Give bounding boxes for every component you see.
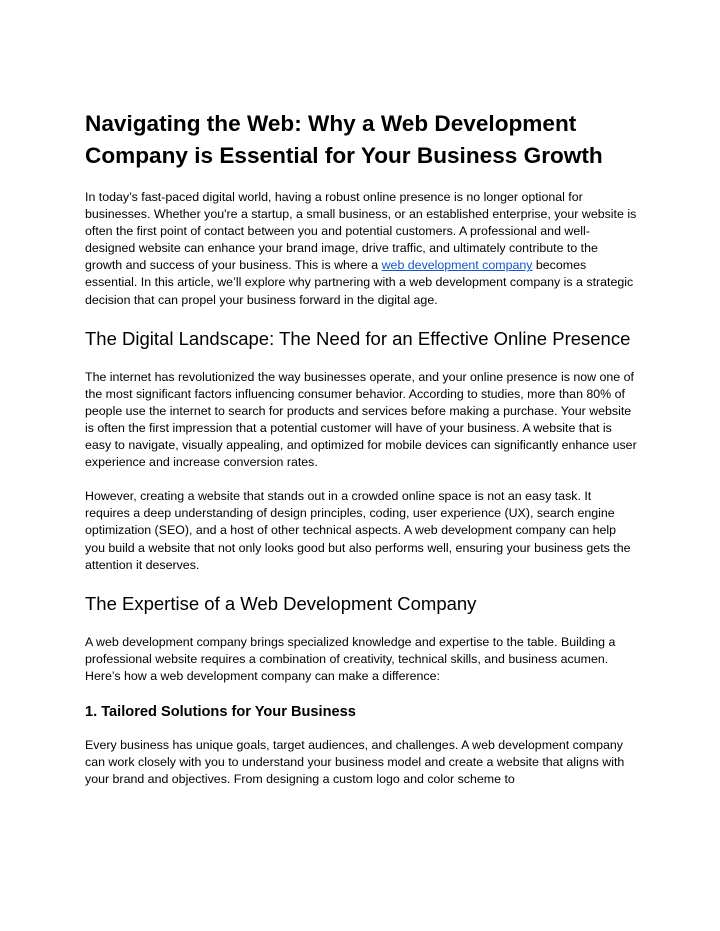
digital-landscape-paragraph-1: The internet has revolutionized the way businesses operate, and your online presence is now one of the most significant factors influencing consumer behavior. According to studies, more than 80% of people use the internet to search for products and services before making a purchase. Your website is often the first impression that a potential customer will have of your business. A website that is easy to navigate, visually appealing, and optimized for mobile devices can significantly enhance user experience and increase conversion rates. xyxy=(85,369,637,470)
document-page xyxy=(85,108,637,788)
intro-text-before-link: In today’s fast-paced digital world, having a robust online presence is no longer optional for businesses. Whether you're a startup, a small business, or an established enterprise, your website is often the first point of contact between you and potential customers. A professional and well-designed website can enhance your brand image, drive traffic, and ultimately contribute to the growth and success of your business. This is where a xyxy=(85,190,637,273)
document-title: Navigating the Web: Why a Web Development Company is Essential for Your Business Growth xyxy=(85,111,603,168)
tailored-solutions-paragraph: Every business has unique goals, target audiences, and challenges. A web development company can work closely with you to understand your business model and create a website that aligns with your brand and objectives. From designing a custom logo and color scheme to xyxy=(85,737,625,787)
intro-text-after-link: becomes essential. In this article, we’ll explore why partnering with a web development company is a strategic decision that can propel your business forward in the digital age. xyxy=(85,258,634,307)
digital-landscape-paragraph-2: However, creating a website that stands out in a crowded online space is not an easy task. It requires a deep understanding of design principles, coding, user experience (UX), search engine optimization (SEO), and a host of other technical aspects. A web development company can help you build a website that not only looks good but also performs well, ensuring your business gets the attention it deserves. xyxy=(85,489,631,572)
web-development-company-link[interactable]: web development company xyxy=(381,258,533,273)
section-heading-digital-landscape: The Digital Landscape: The Need for an Effective Online Presence xyxy=(85,327,631,349)
subheading-tailored-solutions: 1. Tailored Solutions for Your Business xyxy=(85,703,356,720)
section-heading-expertise: The Expertise of a Web Development Company xyxy=(85,592,477,614)
intro-paragraph xyxy=(85,189,637,309)
expertise-paragraph: A web development company brings specialized knowledge and expertise to the table. Building a professional website requires a combination of creativity, technical skills, and business acumen. Here’s how a web development company can make a difference: xyxy=(85,634,616,683)
